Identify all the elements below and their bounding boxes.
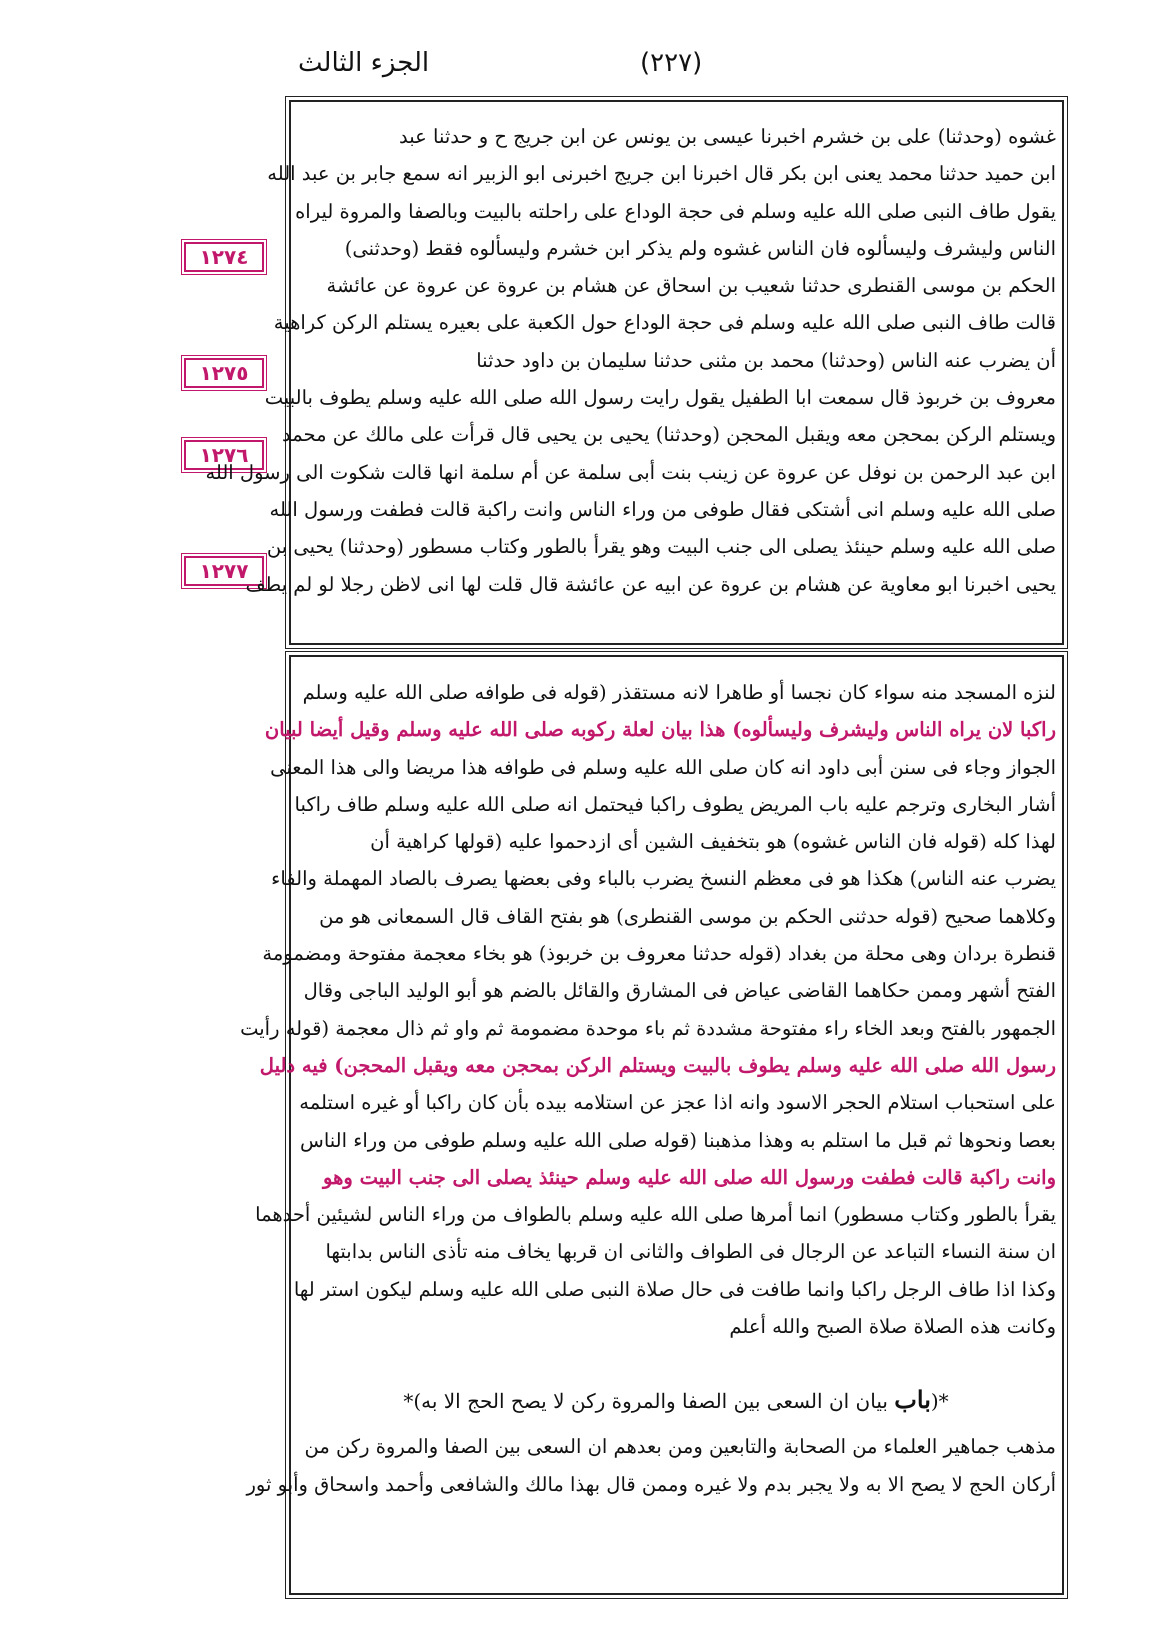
commentary-line: الجواز وجاء فى سنن أبى داود انه كان صلى الله عليه وسلم فى طوافه هذا مريضا والى هذا المعنى — [270, 755, 1056, 779]
commentary-line: راكبا لان يراه الناس وليشرف وليسألوه) هذا بيان لعلة ركوبه صلى الله عليه وسلم وقيل أيضا لبيان — [264, 718, 1056, 742]
commentary-text — [240, 674, 1056, 1345]
commentary-line: وكلاهما صحيح (قوله حدثنى الحكم بن موسى القنطرى) هو بفتح القاف قال السمعانى هو من — [319, 904, 1056, 928]
commentary-line: لهذا كله (قوله فان الناس غشوه) هو بتخفيف الشين أى ازدحموا عليه (قولها كراهية أن — [370, 830, 1056, 854]
chapter-label: باب — [894, 1385, 931, 1414]
hadith-line: صلى الله عليه وسلم حينئذ يصلى الى جنب البيت وهو يقرأ بالطور وكتاب مسطور (وحدثنا) يحيى بن — [266, 535, 1056, 559]
hadith-line: غشوه (وحدثنا) على بن خشرم اخبرنا عيسى بن يونس عن ابن جريج ح و حدثنا عبد — [399, 125, 1056, 148]
commentary-line: وانت راكبة قالت فطفت ورسول الله صلى الله عليه وسلم حينئذ يصلى الى جنب البيت وهو — [323, 1165, 1056, 1189]
hadith-line: الناس وليشرف وليسألوه فان الناس غشوه ولم يذكر ابن خشرم وليسألوه فقط (وحدثنى) — [344, 236, 1056, 260]
hadith-line: الحكم بن موسى القنطرى حدثنا شعيب بن اسحاق عن هشام بن عروة عن عروة عن عائشة — [326, 274, 1056, 298]
hadith-line: يحيى اخبرنا ابو معاوية عن هشام بن عروة عن ابيه عن عائشة قال قلت لها انى لاظن رجلا لو لم يطف — [245, 572, 1056, 596]
chapter-text — [246, 1428, 1056, 1504]
commentary-line: وكانت هذه الصلاة صلاة الصبح والله أعلم — [729, 1315, 1056, 1339]
commentary-line: قنطرة بردان وهى محلة من بغداد (قوله حدثنا معروف بن خربوذ) هو بخاء معجمة مفتوحة ومضمومة — [262, 942, 1056, 966]
hadith-line: صلى الله عليه وسلم انى أشتكى فقال طوفى من وراء الناس وانت راكبة قالت فطفت ورسول الله — [269, 497, 1056, 521]
commentary-line: على استحباب استلام الحجر الاسود وانه اذا عجز عن استلامه بيده بأن كان راكبا أو غيره استلمه — [299, 1091, 1056, 1115]
hadith-number-badge: ١٢٧٧ — [184, 556, 264, 586]
commentary-line: أشار البخارى وترجم عليه باب المريض يطوف راكبا فيحتمل انه صلى الله عليه وسلم طاف راكبا — [294, 792, 1056, 816]
hadith-number-badge: ١٢٧٤ — [184, 242, 264, 272]
chapter-line: مذهب جماهير العلماء من الصحابة والتابعين ومن بعدهم ان السعى بين الصفا والمروة ركن من — [304, 1435, 1056, 1458]
chapter-line: أركان الحج لا يصح الا به ولا يجبر بدم ولا غيره وممن قال بهذا مالك والشافعى وأحمد واسحاق وأبو ثور — [246, 1473, 1056, 1496]
hadith-line: ابن عبد الرحمن بن نوفل عن عروة عن زينب بنت أبى سلمة عن أم سلمة انها قالت شكوت الى رسول الله — [205, 460, 1056, 484]
hadith-line: أن يضرب عنه الناس (وحدثنا) محمد بن مثنى حدثنا سليمان بن داود حدثنا — [476, 348, 1056, 372]
commentary-line: لنزه المسجد منه سواء كان نجسا أو طاهرا لانه مستقذر (قوله فى طوافه صلى الله عليه وسلم — [302, 681, 1056, 704]
hadith-number-badge: ١٢٧٦ — [184, 440, 264, 470]
hadith-number-badge: ١٢٧٥ — [184, 358, 264, 388]
commentary-line: الفتح أشهر وممن حكاهما القاضى عياض فى المشارق والقائل بالضم هو أبو الوليد الباجى وقال — [303, 979, 1056, 1003]
hadith-line: ويستلم الركن بمحجن معه ويقبل المحجن (وحدثنا) يحيى بن يحيى قال قرأت على مالك عن محمد — [282, 423, 1056, 447]
chapter-heading: *(باب بيان ان السعى بين الصفا والمروة ركن لا يصح الحج الا به)* — [403, 1385, 949, 1414]
hadith-line: يقول طاف النبى صلى الله عليه وسلم فى حجة الوداع على راحلته بالبيت وبالصفا والمروة ليراه — [295, 199, 1056, 223]
page-header-part: الجزء الثالث — [298, 48, 430, 78]
commentary-line: الجمهور بالفتح وبعد الخاء راء مفتوحة مشددة ثم باء موحدة مضمومة ثم واو ثم ذال معجمة (قوله رأيت — [240, 1016, 1056, 1040]
page-number: (٢٢٧) — [640, 48, 703, 78]
hadith-line: ابن حميد حدثنا محمد يعنى ابن بكر قال اخبرنا ابن جريج اخبرنى ابو الزبير انه سمع جابر بن عبد الله — [267, 162, 1056, 186]
hadith-line: معروف بن خربوذ قال سمعت ابا الطفيل يقول رايت رسول الله صلى الله عليه وسلم يطوف بالبيت — [264, 386, 1056, 410]
chapter-title: بيان ان السعى بين الصفا والمروة ركن لا يصح الحج الا به — [421, 1389, 888, 1413]
commentary-line: وكذا اذا طاف الرجل راكبا وانما طافت فى حال صلاة النبى صلى الله عليه وسلم ليكون استر لها — [293, 1277, 1056, 1301]
commentary-line: رسول الله صلى الله عليه وسلم يطوف بالبيت ويستلم الركن بمحجن معه ويقبل المحجن) فيه دليل — [259, 1053, 1056, 1077]
commentary-line: يقرأ بالطور وكتاب مسطور) انما أمرها صلى الله عليه وسلم بالطواف من وراء الناس لشيئين أحدهما — [255, 1203, 1056, 1227]
commentary-line: بعصا ونحوها ثم قبل ما استلم به وهذا مذهبنا (قوله صلى الله عليه وسلم طوفى من وراء الناس — [300, 1128, 1056, 1152]
commentary-line: ان سنة النساء التباعد عن الرجال فى الطواف والثانى ان قربها يخاف منه تأذى الناس بدابتها — [325, 1240, 1056, 1264]
hadith-line: قالت طاف النبى صلى الله عليه وسلم فى حجة الوداع حول الكعبة على بعيره يستلم الركن كراهية — [273, 311, 1056, 335]
commentary-line: يضرب عنه الناس) هكذا هو فى معظم النسخ يضرب بالباء وفى بعضها يصرف بالصاد المهملة والفاء — [271, 867, 1056, 891]
